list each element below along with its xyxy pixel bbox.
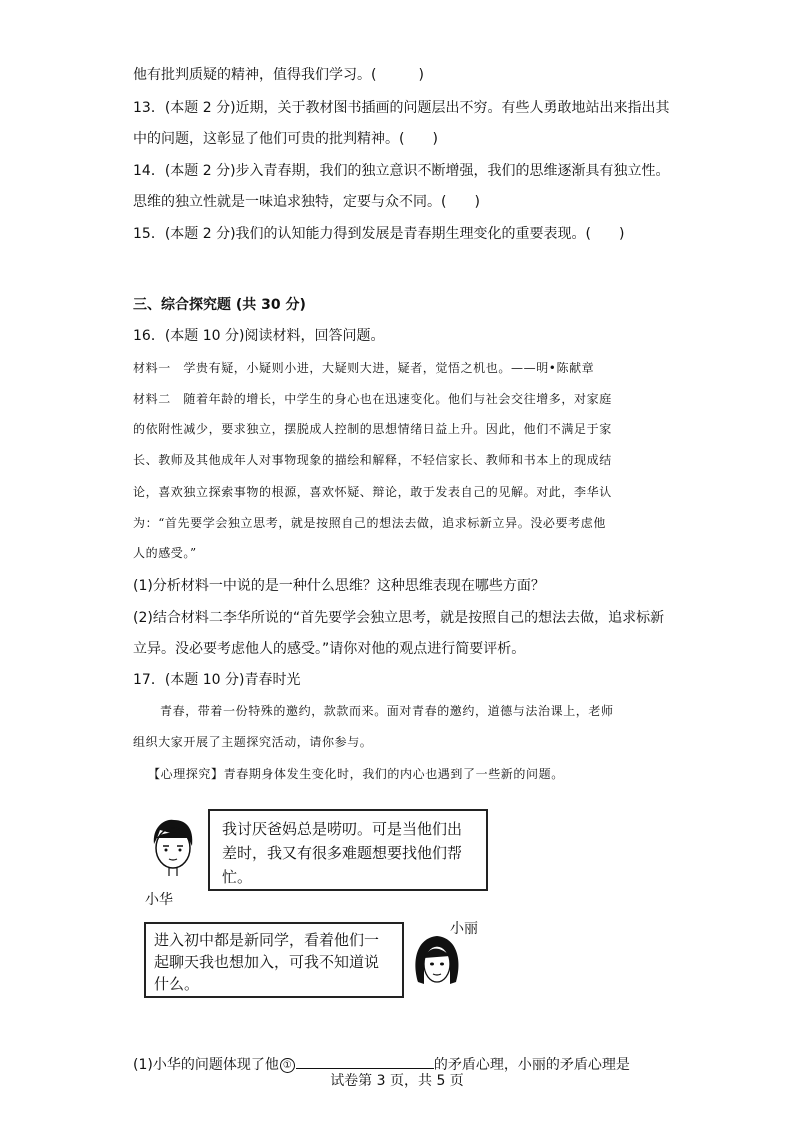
xiaoli-speech-line3: 什么。 [154, 975, 200, 993]
material-1: 材料一 学贵有疑，小疑则小进，大疑则大进，疑者，觉悟之机也。——明•陈献章 [133, 361, 595, 375]
material-2-line3: 长、教师及其他成年人对事物现象的描绘和解释，不轻信家长、教师和书本上的现成结 [133, 453, 612, 467]
xiaohua-name: 小华 [145, 892, 173, 908]
question-16: 16．(本题 10 分)阅读材料，回答问题。 [133, 328, 385, 344]
xiaoli-name: 小丽 [450, 921, 478, 937]
blank-number-1: ① [280, 1058, 295, 1073]
question-16-part2-line2: 立异。没必要考虑他人的感受。”请你对他的观点进行简要评析。 [133, 641, 526, 657]
question-17: 17．(本题 10 分)青春时光 [133, 672, 301, 688]
answer-blank-1[interactable] [296, 1054, 434, 1069]
xiaoli-speech-line1: 进入初中都是新同学，看着他们一 [154, 931, 380, 949]
section-3-heading: 三、综合探究题 (共 30 分) [133, 297, 306, 313]
text-line-q12-end: 他有批判质疑的精神，值得我们学习。( ) [133, 67, 424, 83]
material-2-line4: 论，喜欢独立探索事物的根源，喜欢怀疑、辩论，敢于发表自己的见解。对此，李华认 [133, 485, 612, 499]
xiaohua-speech-line1: 我讨厌爸妈总是唠叨。可是当他们出 [222, 820, 463, 838]
question-14-line2: 思维的独立性就是一味追求独特，定要与众不同。( ) [133, 194, 480, 210]
xiaohua-avatar [148, 818, 198, 886]
xiaohua-speech-line2: 差时，我又有很多难题想要找他们帮 [222, 844, 463, 862]
material-2-line2: 的依附性减少，要求独立，摆脱成人控制的思想情绪日益上升。因此，他们不满足于家 [133, 422, 612, 436]
question-15: 15．(本题 2 分)我们的认知能力得到发展是青春期生理变化的重要表现。( ) [133, 226, 625, 242]
material-2-line1: 材料二 随着年龄的增长，中学生的身心也在迅速变化。他们与社会交往增多，对家庭 [133, 392, 612, 406]
question-13-line2: 中的问题，这彰显了他们可贵的批判精神。( ) [133, 131, 438, 147]
material-2-line5: 为：“首先要学会独立思考，就是按照自己的想法去做，追求标新立异。没必要考虑他 [133, 516, 606, 530]
material-2-line6: 人的感受。” [133, 546, 197, 560]
q17-1-prefix: (1)小华的问题体现了他 [133, 1057, 279, 1073]
question-13-line1: 13．(本题 2 分)近期，关于教材图书插画的问题层出不穷。有些人勇敢地站出来指出其 [133, 100, 670, 116]
intro-line1: 青春，带着一份特殊的邀约，款款而来。面对青春的邀约，道德与法治课上，老师 [160, 704, 614, 718]
q17-1-suffix: 的矛盾心理，小丽的矛盾心理是 [433, 1057, 630, 1073]
xiaohua-speech-box [208, 809, 488, 891]
xiaoli-speech-box [144, 922, 404, 998]
page-footer: 试卷第 3 页，共 5 页 [330, 1073, 464, 1089]
xiaohua-speech-line3: 忙。 [222, 868, 253, 886]
psych-explore: 【心理探究】青春期身体发生变化时，我们的内心也遇到了一些新的问题。 [148, 767, 564, 781]
intro-line2: 组织大家开展了主题探究活动，请你参与。 [133, 735, 373, 749]
question-16-part1: (1)分析材料一中说的是一种什么思维？这种思维表现在哪些方面？ [133, 578, 545, 594]
question-14-line1: 14．(本题 2 分)步入青春期，我们的独立意识不断增强，我们的思维逐渐具有独立性。 [133, 163, 670, 179]
xiaoli-avatar [410, 932, 464, 994]
xiaoli-speech-line2: 起聊天我也想加入，可我不知道说 [154, 953, 380, 971]
question-16-part2-line1: (2)结合材料二李华所说的“首先要学会独立思考，就是按照自己的想法去做，追求标新 [133, 610, 665, 626]
